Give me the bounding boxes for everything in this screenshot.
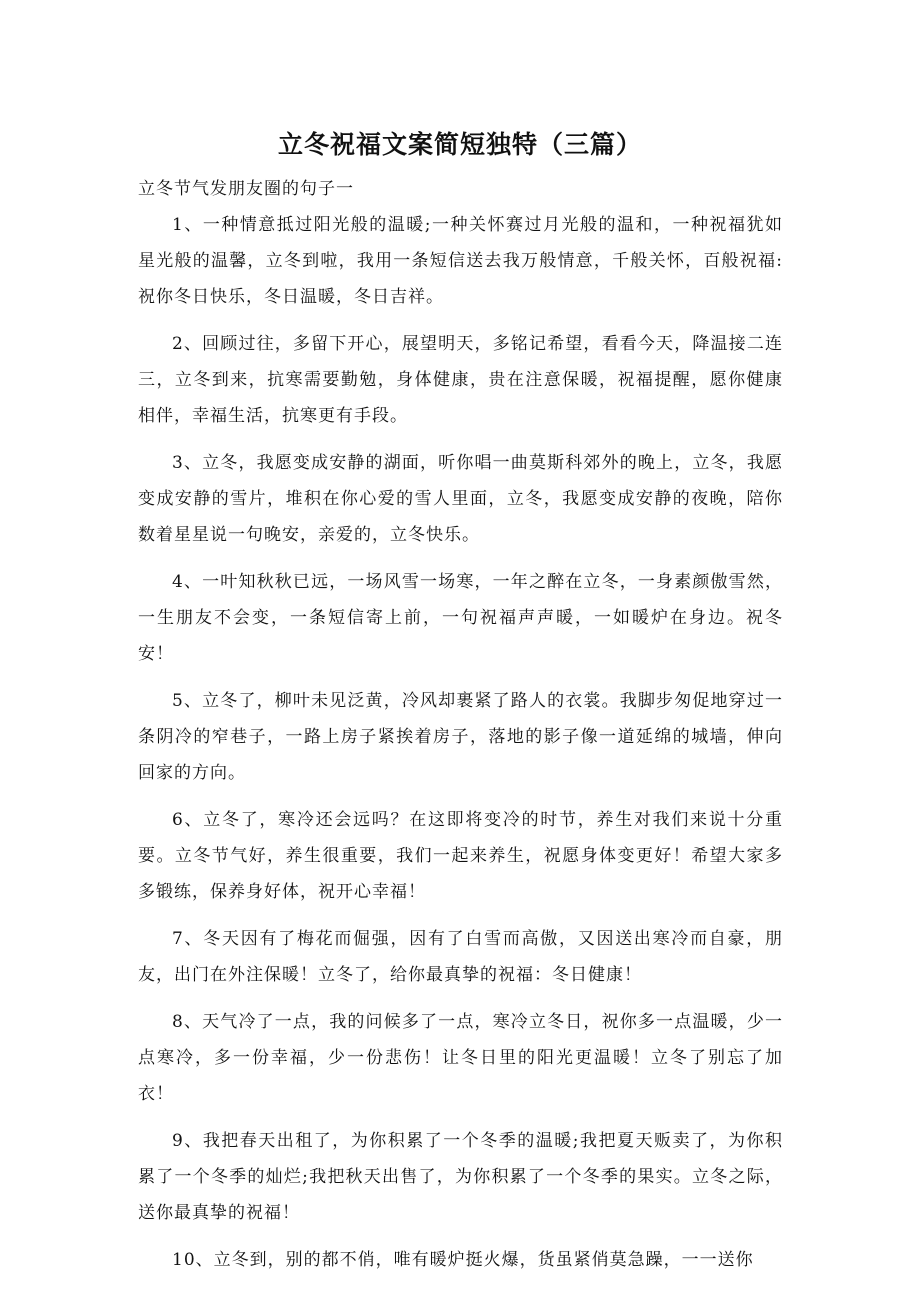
paragraph-1: 1、一种情意抵过阳光般的温暖;一种关怀赛过月光般的温和，一种祝福犹如星光般的温馨，立冬到啦，我用一条短信送去我万般情意，千般关怀，百般祝福:祝你冬日快乐，冬日温暖，冬日吉祥。 bbox=[138, 215, 783, 307]
paragraph-2: 2、回顾过往，多留下开心，展望明天，多铭记希望，看看今天，降温接二连三，立冬到来，抗寒需要勤勉，身体健康，贵在注意保暖，祝福提醒，愿你健康相伴，幸福生活，抗寒更有手段。 bbox=[138, 334, 783, 426]
paragraph-6: 6、立冬了，寒冷还会远吗？在这即将变冷的时节，养生对我们来说十分重要。立冬节气好，养生很重要，我们一起来养生，祝愿身体变更好！希望大家多多锻练，保养身好体，祝开心幸福！ bbox=[138, 810, 783, 902]
paragraph-7: 7、冬天因有了梅花而倔强，因有了白雪而高傲，又因送出寒冷而自豪，朋友，出门在外注保暖！立冬了，给你最真挚的祝福：冬日健康！ bbox=[138, 929, 783, 985]
paragraph-4: 4、一叶知秋秋已远，一场风雪一场寒，一年之醉在立冬，一身素颜傲雪然，一生朋友不会变，一条短信寄上前，一句祝福声声暖，一如暖炉在身边。祝冬安！ bbox=[138, 572, 783, 664]
paragraph-3: 3、立冬，我愿变成安静的湖面，听你唱一曲莫斯科郊外的晚上，立冬，我愿变成安静的雪片，堆积在你心爱的雪人里面，立冬，我愿变成安静的夜晚，陪你数着星星说一句晚安，亲爱的，立冬快乐。 bbox=[138, 453, 783, 545]
document-body bbox=[138, 171, 783, 1289]
paragraph-10: 10、立冬到，别的都不俏，唯有暖炉挺火爆，货虽紧俏莫急躁，一一送你 bbox=[172, 1250, 754, 1270]
paragraph-5: 5、立冬了，柳叶未见泛黄，冷风却裹紧了路人的衣裳。我脚步匆促地穿过一条阴冷的窄巷子，一路上房子紧挨着房子，落地的影子像一道延绵的城墙，伸向回家的方向。 bbox=[138, 691, 783, 783]
paragraph-8: 8、天气冷了一点，我的问候多了一点，寒冷立冬日，祝你多一点温暖，少一点寒冷，多一份幸福，少一份悲伤！让冬日里的阳光更温暖！立冬了别忘了加衣！ bbox=[138, 1012, 783, 1104]
paragraph-9: 9、我把春天出租了，为你积累了一个冬季的温暖;我把夏天贩卖了，为你积累了一个冬季的灿烂;我把秋天出售了，为你积累了一个冬季的果实。立冬之际，送你最真挚的祝福！ bbox=[138, 1131, 783, 1223]
document-title: 立冬祝福文案简短独特（三篇） bbox=[277, 130, 642, 159]
section-subheading: 立冬节气发朋友圈的句子一 bbox=[138, 179, 354, 199]
